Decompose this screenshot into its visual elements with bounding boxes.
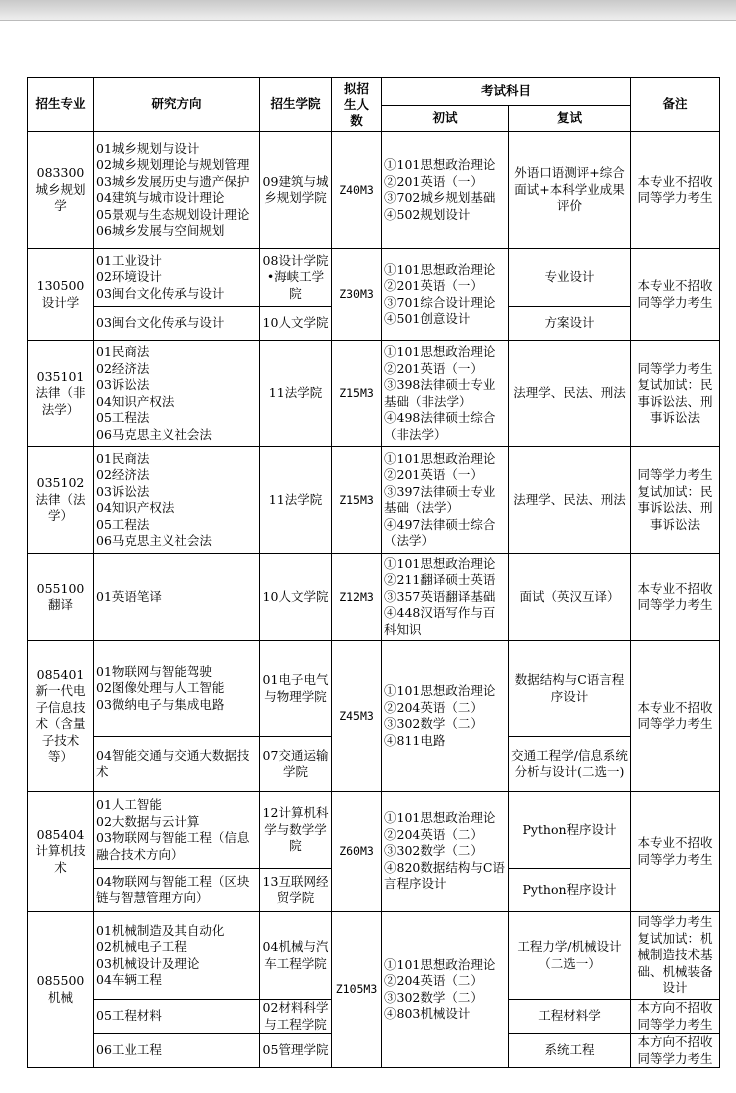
table-row (28, 132, 720, 249)
college-cell: 02材料科学与工程学院 (260, 1000, 332, 1034)
table-row (28, 912, 720, 1000)
college-cell: 09建筑与城乡规划学院 (260, 132, 332, 249)
note-cell: 同等学力考生复试加试：民事诉讼法、刑事诉讼法 (631, 341, 720, 447)
viewer-divider (0, 20, 736, 21)
table-row (28, 554, 720, 641)
initial-exam-cell: ①101思想政治理论 ②204英语（二） ③302数学（二） ④820数据结构与C语言程序设计 (382, 792, 509, 912)
table-row (28, 249, 720, 307)
major-cell: 085500 机械 (28, 912, 94, 1068)
major-cell: 055100 翻译 (28, 554, 94, 641)
major-cell: 085404 计算机技 术 (28, 792, 94, 912)
retest-cell: 法理学、民法、刑法 (509, 447, 631, 554)
note-cell: 本专业不招收同等学力考生 (631, 249, 720, 341)
initial-exam-cell: ①101思想政治理论 ②201英语（一） ③701综合设计理论 ④501创意设计 (382, 249, 509, 341)
header-initial: 初试 (382, 106, 509, 132)
college-cell: 10人文学院 (260, 554, 332, 641)
note-cell: 本专业不招收同等学力考生 (631, 792, 720, 912)
note-cell: 同等学力考生复试加试：民事诉讼法、刑事诉讼法 (631, 447, 720, 554)
direction-cell: 01物联网与智能驾驶 02图像处理与人工智能 03微纳电子与集成电路 (94, 641, 260, 737)
initial-exam-cell: ①101思想政治理论 ②204英语（二） ③302数学（二） ④803机械设计 (382, 912, 509, 1068)
header-retest: 复试 (509, 106, 631, 132)
initial-exam-cell: ①101思想政治理论 ②201英语（一） ③702城乡规划基础 ④502规划设计 (382, 132, 509, 249)
direction-cell: 04物联网与智能工程（区块链与智慧管理方向） (94, 869, 260, 912)
quota-cell: Z45M3 (332, 641, 382, 792)
note-cell: 本方向不招收同等学力考生 (631, 1034, 720, 1068)
retest-cell: 工程力学/机械设计（二选一） (509, 912, 631, 1000)
quota-cell: Z60M3 (332, 792, 382, 912)
college-cell: 04机械与汽车工程学院 (260, 912, 332, 1000)
note-cell: 本专业不招收同等学力考生 (631, 132, 720, 249)
quota-cell: Z15M3 (332, 447, 382, 554)
retest-cell: 数据结构与C语言程序设计 (509, 641, 631, 737)
retest-cell: 法理学、民法、刑法 (509, 341, 631, 447)
quota-cell: Z15M3 (332, 341, 382, 447)
college-cell: 11法学院 (260, 341, 332, 447)
college-cell: 01电子电气与物理学院 (260, 641, 332, 737)
direction-cell: 01民商法 02经济法 03诉讼法 04知识产权法 05工程法 06马克思主义社会法 (94, 341, 260, 447)
table-row (28, 447, 720, 554)
direction-cell: 01人工智能 02大数据与云计算 03物联网与智能工程（信息融合技术方向） (94, 792, 260, 869)
initial-exam-cell: ①101思想政治理论 ②201英语（一） ③398法律硕士专业基础（非法学） ④498法律硕士综合（非法学） (382, 341, 509, 447)
viewer-top-bar (0, 0, 736, 20)
direction-cell: 01机械制造及其自动化 02机械电子工程 03机械设计及理论 04车辆工程 (94, 912, 260, 1000)
header-direction: 研究方向 (94, 78, 260, 132)
header-quota (332, 78, 382, 132)
table-row (28, 792, 720, 869)
quota-cell: Z40M3 (332, 132, 382, 249)
retest-cell: 外语口语测评+综合面试+本科学业成果评价 (509, 132, 631, 249)
header-major: 招生专业 (28, 78, 94, 132)
retest-cell: 面试（英汉互译） (509, 554, 631, 641)
college-cell: 12计算机科学与数学学院 (260, 792, 332, 869)
college-cell: 05管理学院 (260, 1034, 332, 1068)
quota-cell: Z105M3 (332, 912, 382, 1068)
initial-exam-cell: ①101思想政治理论 ②201英语（一） ③397法律硕士专业基础（法学） ④497法律硕士综合（法学） (382, 447, 509, 554)
header-college: 招生学院 (260, 78, 332, 132)
header-quota-text: 拟招生人数 (343, 80, 369, 128)
direction-cell: 05工程材料 (94, 1000, 260, 1034)
initial-exam-cell: ①101思想政治理论 ②211翻译硕士英语 ③357英语翻译基础 ④448汉语写作与百科知识 (382, 554, 509, 641)
college-cell: 10人文学院 (260, 307, 332, 341)
retest-cell: 工程材料学 (509, 1000, 631, 1034)
major-cell: 035101 法律（非 法学） (28, 341, 94, 447)
retest-cell: Python程序设计 (509, 792, 631, 869)
table-row (28, 641, 720, 737)
major-cell: 035102 法律（法 学） (28, 447, 94, 554)
quota-cell: Z12M3 (332, 554, 382, 641)
direction-cell: 03闽台文化传承与设计 (94, 307, 260, 341)
note-cell: 本专业不招收同等学力考生 (631, 641, 720, 792)
table-row (28, 341, 720, 447)
major-cell: 085401 新一代电 子信息技 术（含量 子技术 等） (28, 641, 94, 792)
quota-cell: Z30M3 (332, 249, 382, 341)
college-cell: 08设计学院•海峡工学院 (260, 249, 332, 307)
retest-cell: 系统工程 (509, 1034, 631, 1068)
direction-cell: 04智能交通与交通大数据技术 (94, 737, 260, 792)
retest-cell: Python程序设计 (509, 869, 631, 912)
college-cell: 13互联网经贸学院 (260, 869, 332, 912)
direction-cell: 01英语笔译 (94, 554, 260, 641)
retest-cell: 专业设计 (509, 249, 631, 307)
admissions-table (27, 77, 720, 1068)
direction-cell: 01民商法 02经济法 03诉讼法 04知识产权法 05工程法 06马克思主义社会法 (94, 447, 260, 554)
retest-cell: 方案设计 (509, 307, 631, 341)
direction-cell: 06工业工程 (94, 1034, 260, 1068)
major-cell: 130500 设计学 (28, 249, 94, 341)
note-cell: 本方向不招收同等学力考生 (631, 1000, 720, 1034)
header-note: 备注 (631, 78, 720, 132)
header-exam: 考试科目 (382, 78, 631, 106)
college-cell: 07交通运输学院 (260, 737, 332, 792)
note-cell: 本专业不招收同等学力考生 (631, 554, 720, 641)
major-cell: 083300 城乡规划 学 (28, 132, 94, 249)
note-cell: 同等学力考生复试加试：机械制造技术基础、机械装备设计 (631, 912, 720, 1000)
retest-cell: 交通工程学/信息系统分析与设计(二选一) (509, 737, 631, 792)
direction-cell: 01工业设计 02环境设计 03闽台文化传承与设计 (94, 249, 260, 307)
direction-cell: 01城乡规划与设计 02城乡规划理论与规划管理 03城乡发展历史与遗产保护 04建筑与城市设计理论 05景观与生态规划设计理论 06城乡发展与空间规划 (94, 132, 260, 249)
initial-exam-cell: ①101思想政治理论 ②204英语（二） ③302数学（二） ④811电路 (382, 641, 509, 792)
college-cell: 11法学院 (260, 447, 332, 554)
